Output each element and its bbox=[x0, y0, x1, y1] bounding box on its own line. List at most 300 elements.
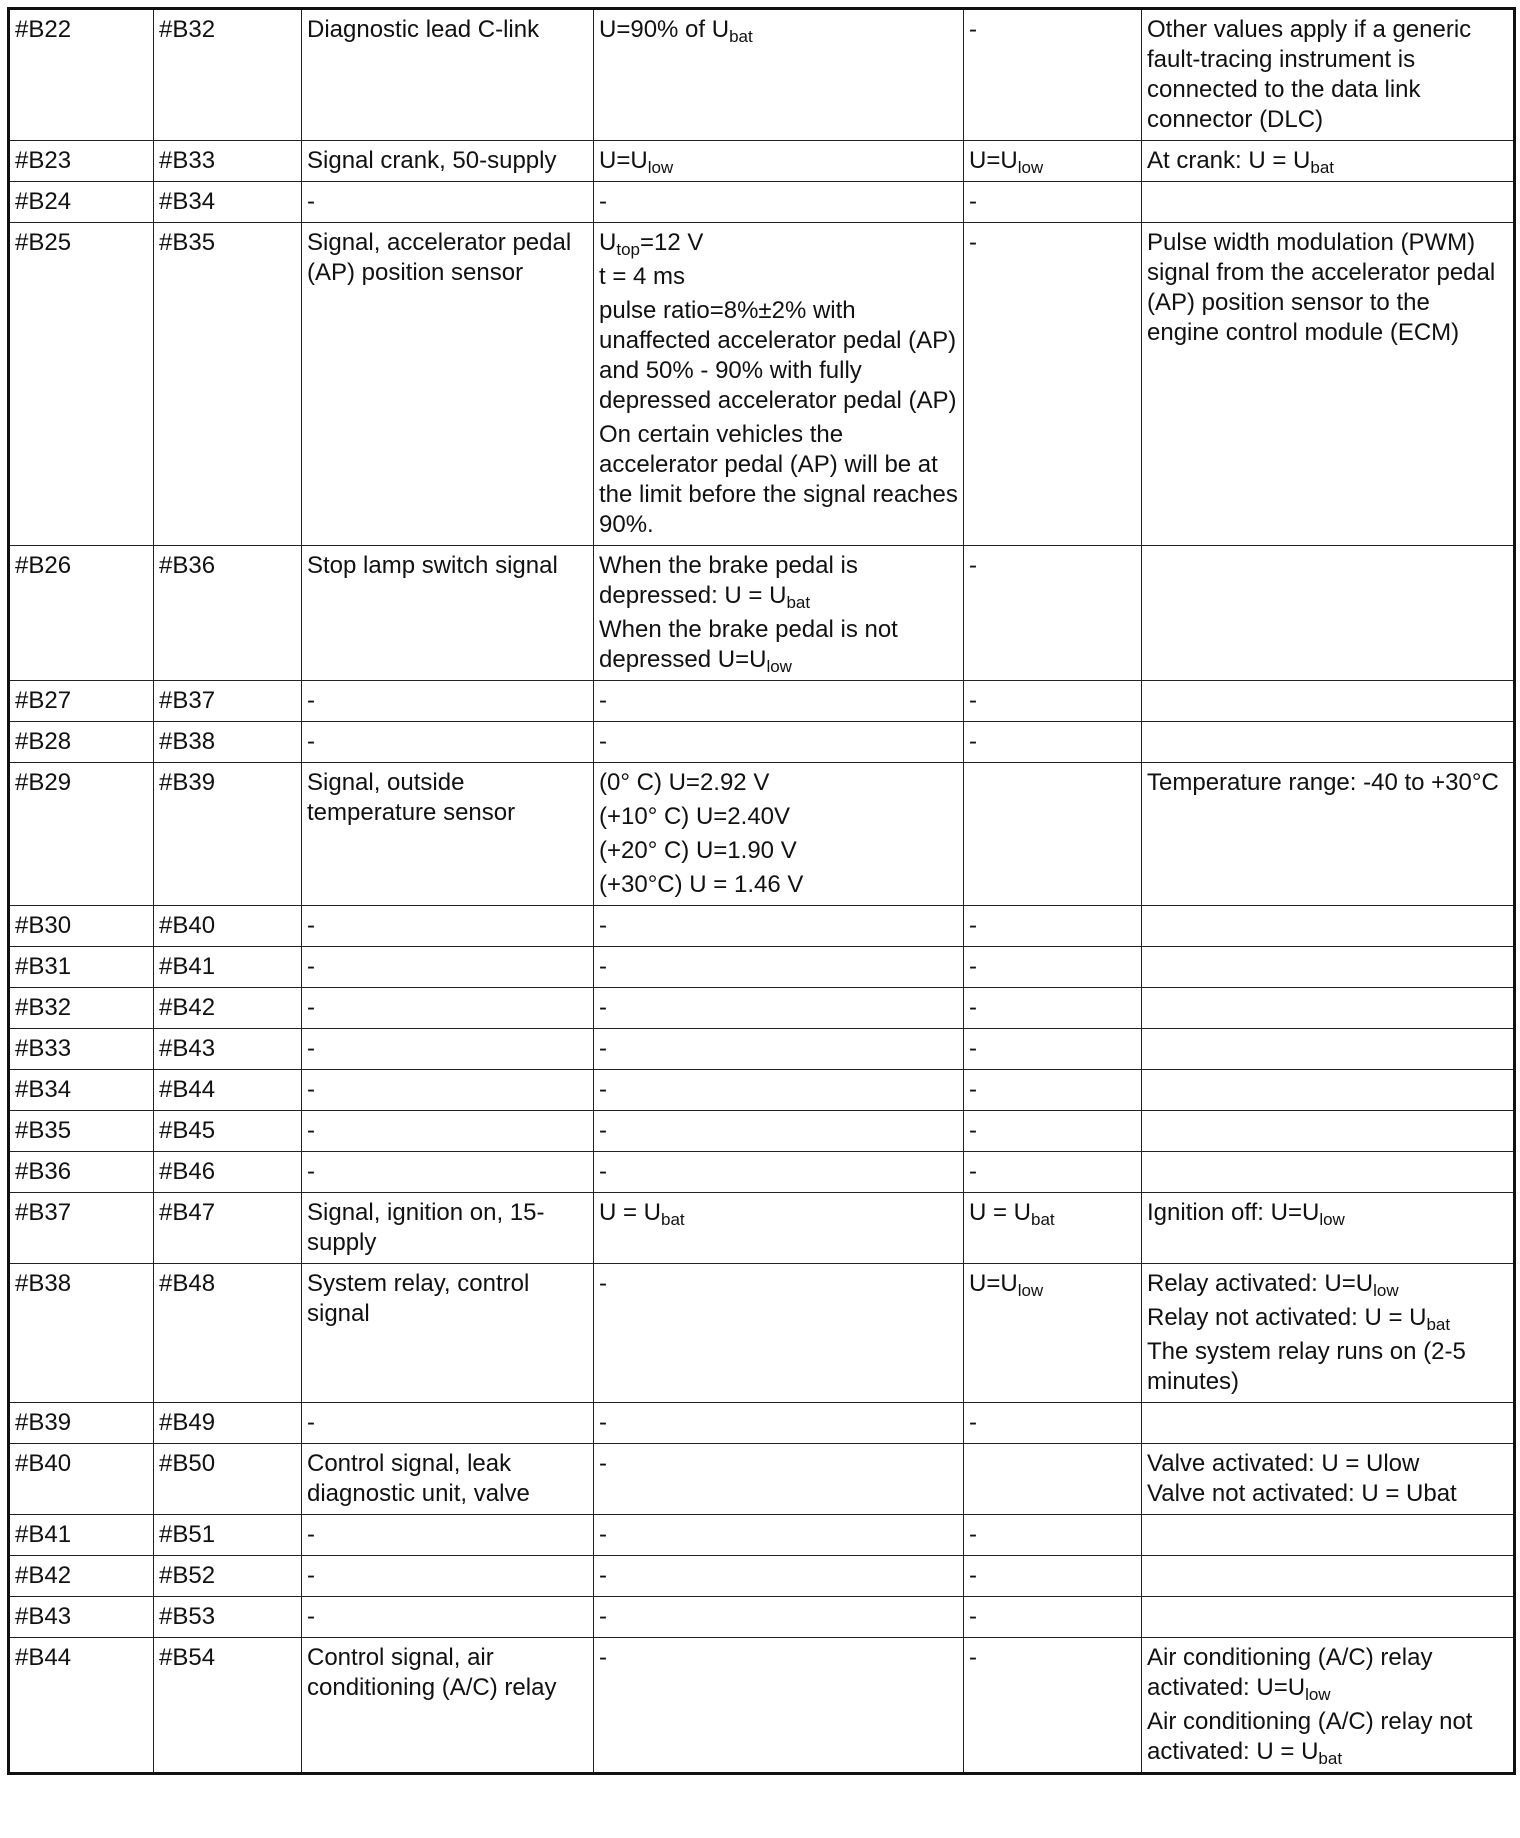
remarks-cell bbox=[1142, 1111, 1515, 1152]
text-segment: U = U bbox=[599, 1199, 662, 1226]
remarks-cell bbox=[1142, 1597, 1515, 1638]
table-row bbox=[9, 223, 1515, 546]
remarks-cell bbox=[1142, 763, 1515, 906]
value-1-cell bbox=[594, 546, 964, 681]
value-1-cell bbox=[594, 988, 964, 1029]
value-1-line bbox=[599, 1075, 958, 1105]
description-cell: - bbox=[302, 1111, 594, 1152]
value-1-line bbox=[599, 296, 958, 416]
subscript: bat bbox=[1031, 1210, 1055, 1229]
pin-a-cell: #B39 bbox=[9, 1403, 154, 1444]
pin-b-cell: #B46 bbox=[154, 1152, 302, 1193]
text-segment: Air conditioning (A/C) relay not activated: U = U bbox=[1147, 1708, 1473, 1765]
value-1-line bbox=[599, 1408, 958, 1438]
text-segment: Pulse width modulation (PWM) signal from the accelerator pedal (AP) position sensor to the engine control module (ECM) bbox=[1147, 229, 1496, 346]
text-segment: - bbox=[969, 1562, 977, 1589]
value-1-cell bbox=[594, 1111, 964, 1152]
remarks-line bbox=[1147, 1643, 1508, 1703]
table-row bbox=[9, 1193, 1515, 1264]
text-segment: Air conditioning (A/C) relay activated: U=U bbox=[1147, 1644, 1433, 1701]
value-1-line bbox=[599, 1449, 958, 1479]
text-segment: - bbox=[599, 912, 607, 939]
pin-a-cell: #B30 bbox=[9, 906, 154, 947]
value-2-cell bbox=[964, 1515, 1142, 1556]
description-cell: - bbox=[302, 1070, 594, 1111]
pin-a-cell: #B25 bbox=[9, 223, 154, 546]
text-segment: At crank: U = U bbox=[1147, 147, 1311, 174]
table-row bbox=[9, 1029, 1515, 1070]
description-cell: - bbox=[302, 947, 594, 988]
pin-b-cell: #B51 bbox=[154, 1515, 302, 1556]
description-cell: - bbox=[302, 182, 594, 223]
subscript: bat bbox=[729, 27, 753, 46]
remarks-cell bbox=[1142, 1444, 1515, 1515]
value-1-line bbox=[599, 802, 958, 832]
text-segment: - bbox=[969, 16, 977, 43]
remarks-cell bbox=[1142, 182, 1515, 223]
pin-table-body bbox=[9, 9, 1515, 1774]
text-segment: (+10° C) U=2.40V bbox=[599, 803, 791, 830]
pin-b-cell: #B38 bbox=[154, 722, 302, 763]
text-segment: - bbox=[969, 1644, 977, 1671]
text-segment: - bbox=[969, 229, 977, 256]
subscript: bat bbox=[786, 593, 811, 612]
remarks-line bbox=[1147, 1479, 1508, 1509]
value-1-cell bbox=[594, 223, 964, 546]
text-segment: - bbox=[969, 1117, 977, 1144]
remarks-cell bbox=[1142, 906, 1515, 947]
description-cell: - bbox=[302, 1403, 594, 1444]
value-1-cell bbox=[594, 1264, 964, 1403]
value-2-cell bbox=[964, 1264, 1142, 1403]
table-row bbox=[9, 182, 1515, 223]
value-1-line bbox=[599, 187, 958, 217]
text-segment: U=90% of U bbox=[599, 16, 730, 43]
value-1-cell bbox=[594, 1152, 964, 1193]
description-cell: - bbox=[302, 681, 594, 722]
remarks-line bbox=[1147, 1337, 1508, 1397]
value-1-cell bbox=[594, 722, 964, 763]
remarks-cell bbox=[1142, 1515, 1515, 1556]
value-2-line bbox=[969, 1034, 1136, 1064]
value-2-cell bbox=[964, 947, 1142, 988]
value-1-cell bbox=[594, 1597, 964, 1638]
value-2-line bbox=[969, 15, 1136, 45]
table-row bbox=[9, 681, 1515, 722]
table-row bbox=[9, 1264, 1515, 1403]
pin-a-cell: #B44 bbox=[9, 1638, 154, 1774]
value-1-line bbox=[599, 952, 958, 982]
value-2-line bbox=[969, 1520, 1136, 1550]
value-2-cell bbox=[964, 1070, 1142, 1111]
remarks-line bbox=[1147, 1449, 1508, 1479]
pin-a-cell: #B43 bbox=[9, 1597, 154, 1638]
value-2-cell bbox=[964, 763, 1142, 906]
value-1-cell bbox=[594, 1403, 964, 1444]
pin-b-cell: #B42 bbox=[154, 988, 302, 1029]
pin-a-cell: #B22 bbox=[9, 9, 154, 141]
text-segment: (0° C) U=2.92 V bbox=[599, 769, 770, 796]
value-1-line bbox=[599, 993, 958, 1023]
value-2-line bbox=[969, 1408, 1136, 1438]
value-2-line bbox=[969, 228, 1136, 258]
description-cell: - bbox=[302, 1029, 594, 1070]
remarks-line bbox=[1147, 768, 1508, 798]
text-segment: - bbox=[969, 994, 977, 1021]
remarks-line bbox=[1147, 1303, 1508, 1333]
value-2-cell bbox=[964, 1111, 1142, 1152]
remarks-line bbox=[1147, 15, 1508, 135]
pin-b-cell: #B52 bbox=[154, 1556, 302, 1597]
text-segment: - bbox=[599, 1603, 607, 1630]
value-2-cell bbox=[964, 1193, 1142, 1264]
subscript: low bbox=[1373, 1281, 1399, 1300]
text-segment: - bbox=[599, 953, 607, 980]
value-2-line bbox=[969, 1561, 1136, 1591]
value-2-line bbox=[969, 146, 1136, 176]
text-segment: - bbox=[969, 552, 977, 579]
value-1-cell bbox=[594, 906, 964, 947]
value-2-cell bbox=[964, 1444, 1142, 1515]
remarks-cell bbox=[1142, 1556, 1515, 1597]
remarks-cell bbox=[1142, 722, 1515, 763]
remarks-cell bbox=[1142, 681, 1515, 722]
table-row bbox=[9, 947, 1515, 988]
description-cell: - bbox=[302, 988, 594, 1029]
value-2-line bbox=[969, 952, 1136, 982]
value-1-line bbox=[599, 727, 958, 757]
value-1-line bbox=[599, 768, 958, 798]
text-segment: (+20° C) U=1.90 V bbox=[599, 837, 797, 864]
text-segment: U=U bbox=[969, 1270, 1018, 1297]
description-cell: Control signal, leak diagnostic unit, valve bbox=[302, 1444, 594, 1515]
value-2-cell bbox=[964, 1403, 1142, 1444]
value-1-line bbox=[599, 551, 958, 611]
value-2-cell bbox=[964, 906, 1142, 947]
remarks-cell bbox=[1142, 546, 1515, 681]
value-2-line bbox=[969, 911, 1136, 941]
text-segment: - bbox=[599, 687, 607, 714]
remarks-line bbox=[1147, 228, 1508, 348]
table-row bbox=[9, 1515, 1515, 1556]
value-1-line bbox=[599, 911, 958, 941]
table-row bbox=[9, 1597, 1515, 1638]
pin-a-cell: #B37 bbox=[9, 1193, 154, 1264]
text-segment: The system relay runs on (2-5 minutes) bbox=[1147, 1338, 1466, 1395]
table-row bbox=[9, 763, 1515, 906]
pin-table bbox=[7, 7, 1516, 1775]
text-segment: Valve not activated: U = Ubat bbox=[1147, 1480, 1457, 1507]
subscript: bat bbox=[1426, 1315, 1451, 1334]
value-1-line bbox=[599, 836, 958, 866]
pin-a-cell: #B33 bbox=[9, 1029, 154, 1070]
subscript: top bbox=[616, 240, 640, 259]
remarks-cell bbox=[1142, 141, 1515, 182]
table-row bbox=[9, 1638, 1515, 1774]
text-segment: - bbox=[969, 1158, 977, 1185]
value-1-line bbox=[599, 686, 958, 716]
value-1-cell bbox=[594, 1444, 964, 1515]
value-2-line bbox=[969, 1157, 1136, 1187]
value-2-line bbox=[969, 686, 1136, 716]
subscript: low bbox=[1305, 1685, 1331, 1704]
remarks-cell bbox=[1142, 1029, 1515, 1070]
value-1-cell bbox=[594, 681, 964, 722]
value-2-line bbox=[969, 727, 1136, 757]
text-segment: pulse ratio=8%±2% with unaffected accelerator pedal (AP) and 50% - 90% with fully depressed accelerator pedal (AP) bbox=[599, 297, 957, 414]
pin-b-cell: #B39 bbox=[154, 763, 302, 906]
remarks-cell bbox=[1142, 988, 1515, 1029]
description-cell: - bbox=[302, 1515, 594, 1556]
description-cell: Diagnostic lead C-link bbox=[302, 9, 594, 141]
subscript: bat bbox=[661, 1210, 685, 1229]
value-1-cell bbox=[594, 1638, 964, 1774]
remarks-line bbox=[1147, 1269, 1508, 1299]
pin-b-cell: #B50 bbox=[154, 1444, 302, 1515]
text-segment: On certain vehicles the accelerator pedal (AP) will be at the limit before the signal reaches 90%. bbox=[599, 421, 958, 538]
value-1-line bbox=[599, 1561, 958, 1591]
value-1-cell bbox=[594, 182, 964, 223]
text-segment: - bbox=[599, 1409, 607, 1436]
description-cell: Signal, ignition on, 15-supply bbox=[302, 1193, 594, 1264]
value-1-line bbox=[599, 262, 958, 292]
pin-a-cell: #B34 bbox=[9, 1070, 154, 1111]
remarks-cell bbox=[1142, 223, 1515, 546]
remarks-cell bbox=[1142, 9, 1515, 141]
value-1-cell bbox=[594, 1556, 964, 1597]
text-segment: - bbox=[599, 994, 607, 1021]
value-2-cell bbox=[964, 1152, 1142, 1193]
description-cell: - bbox=[302, 906, 594, 947]
pin-a-cell: #B42 bbox=[9, 1556, 154, 1597]
value-1-cell bbox=[594, 141, 964, 182]
value-1-cell bbox=[594, 1193, 964, 1264]
text-segment: t = 4 ms bbox=[599, 263, 686, 290]
text-segment: - bbox=[969, 912, 977, 939]
text-segment: - bbox=[599, 1117, 607, 1144]
pin-a-cell: #B27 bbox=[9, 681, 154, 722]
value-1-line bbox=[599, 1643, 958, 1673]
text-segment: U=U bbox=[599, 147, 648, 174]
text-segment: - bbox=[969, 728, 977, 755]
pin-b-cell: #B44 bbox=[154, 1070, 302, 1111]
table-row bbox=[9, 1444, 1515, 1515]
text-segment: - bbox=[969, 687, 977, 714]
value-2-line bbox=[969, 1198, 1136, 1228]
text-segment: - bbox=[599, 1644, 607, 1671]
value-1-line bbox=[599, 15, 958, 45]
subscript: low bbox=[647, 158, 674, 177]
value-1-line bbox=[599, 1157, 958, 1187]
subscript: low bbox=[1319, 1210, 1345, 1229]
remarks-line bbox=[1147, 1198, 1508, 1228]
value-2-cell bbox=[964, 182, 1142, 223]
value-2-line bbox=[969, 187, 1136, 217]
text-segment: Valve activated: U = Ulow bbox=[1147, 1450, 1420, 1477]
value-2-cell bbox=[964, 1638, 1142, 1774]
pin-a-cell: #B26 bbox=[9, 546, 154, 681]
value-2-cell bbox=[964, 9, 1142, 141]
value-2-line bbox=[969, 551, 1136, 581]
subscript: bat bbox=[1318, 1749, 1343, 1768]
value-2-line bbox=[969, 1116, 1136, 1146]
table-row bbox=[9, 722, 1515, 763]
remarks-cell bbox=[1142, 1070, 1515, 1111]
value-1-line bbox=[599, 870, 958, 900]
value-2-cell bbox=[964, 546, 1142, 681]
value-1-cell bbox=[594, 1029, 964, 1070]
table-row bbox=[9, 1403, 1515, 1444]
value-1-line bbox=[599, 1602, 958, 1632]
value-1-cell bbox=[594, 9, 964, 141]
pin-b-cell: #B45 bbox=[154, 1111, 302, 1152]
pin-b-cell: #B47 bbox=[154, 1193, 302, 1264]
pin-b-cell: #B49 bbox=[154, 1403, 302, 1444]
value-1-cell bbox=[594, 947, 964, 988]
value-1-line bbox=[599, 146, 958, 176]
pin-b-cell: #B54 bbox=[154, 1638, 302, 1774]
remarks-cell bbox=[1142, 1638, 1515, 1774]
value-2-cell bbox=[964, 722, 1142, 763]
text-segment: - bbox=[969, 1076, 977, 1103]
pin-b-cell: #B40 bbox=[154, 906, 302, 947]
remarks-line bbox=[1147, 146, 1508, 176]
description-cell: Control signal, air conditioning (A/C) relay bbox=[302, 1638, 594, 1774]
subscript: low bbox=[766, 657, 792, 676]
pin-b-cell: #B33 bbox=[154, 141, 302, 182]
text-segment: (+30°C) U = 1.46 V bbox=[599, 871, 804, 898]
pin-b-cell: #B32 bbox=[154, 9, 302, 141]
value-2-line bbox=[969, 1269, 1136, 1299]
table-row bbox=[9, 1111, 1515, 1152]
pin-b-cell: #B41 bbox=[154, 947, 302, 988]
pin-a-cell: #B36 bbox=[9, 1152, 154, 1193]
pin-a-cell: #B24 bbox=[9, 182, 154, 223]
text-segment: When the brake pedal is depressed: U = U bbox=[599, 552, 858, 609]
table-row bbox=[9, 1152, 1515, 1193]
text-segment: - bbox=[969, 1409, 977, 1436]
text-segment: U=U bbox=[969, 147, 1018, 174]
value-2-cell bbox=[964, 223, 1142, 546]
pin-a-cell: #B41 bbox=[9, 1515, 154, 1556]
pin-a-cell: #B28 bbox=[9, 722, 154, 763]
value-2-cell bbox=[964, 1029, 1142, 1070]
remarks-cell bbox=[1142, 1152, 1515, 1193]
pin-b-cell: #B35 bbox=[154, 223, 302, 546]
table-row bbox=[9, 1070, 1515, 1111]
text-segment: U bbox=[599, 229, 617, 256]
remarks-line bbox=[1147, 1707, 1508, 1767]
value-2-cell bbox=[964, 681, 1142, 722]
text-segment: Relay activated: U=U bbox=[1147, 1270, 1374, 1297]
remarks-cell bbox=[1142, 1264, 1515, 1403]
remarks-cell bbox=[1142, 947, 1515, 988]
text-segment: =12 V bbox=[639, 229, 704, 256]
description-cell: - bbox=[302, 1152, 594, 1193]
text-segment: When the brake pedal is not depressed U=U bbox=[599, 616, 898, 673]
value-2-cell bbox=[964, 1597, 1142, 1638]
value-1-line bbox=[599, 615, 958, 675]
pin-b-cell: #B36 bbox=[154, 546, 302, 681]
pin-a-cell: #B35 bbox=[9, 1111, 154, 1152]
text-segment: - bbox=[599, 1450, 607, 1477]
text-segment: - bbox=[599, 728, 607, 755]
table-row bbox=[9, 988, 1515, 1029]
text-segment: - bbox=[969, 1521, 977, 1548]
value-2-line bbox=[969, 1075, 1136, 1105]
pin-b-cell: #B34 bbox=[154, 182, 302, 223]
remarks-cell bbox=[1142, 1193, 1515, 1264]
description-cell: Stop lamp switch signal bbox=[302, 546, 594, 681]
value-2-cell bbox=[964, 141, 1142, 182]
text-segment: - bbox=[969, 188, 977, 215]
value-1-line bbox=[599, 1034, 958, 1064]
table-row bbox=[9, 906, 1515, 947]
pin-b-cell: #B37 bbox=[154, 681, 302, 722]
description-cell: Signal, accelerator pedal (AP) position sensor bbox=[302, 223, 594, 546]
value-2-cell bbox=[964, 988, 1142, 1029]
value-1-cell bbox=[594, 763, 964, 906]
value-1-line bbox=[599, 420, 958, 540]
pin-b-cell: #B53 bbox=[154, 1597, 302, 1638]
table-row bbox=[9, 141, 1515, 182]
pin-a-cell: #B23 bbox=[9, 141, 154, 182]
value-1-line bbox=[599, 1198, 958, 1228]
value-1-line bbox=[599, 1520, 958, 1550]
subscript: low bbox=[1017, 158, 1044, 177]
pin-a-cell: #B32 bbox=[9, 988, 154, 1029]
text-segment: - bbox=[969, 1035, 977, 1062]
value-1-line bbox=[599, 228, 958, 258]
remarks-cell bbox=[1142, 1403, 1515, 1444]
value-1-cell bbox=[594, 1515, 964, 1556]
subscript: bat bbox=[1310, 158, 1335, 177]
table-row bbox=[9, 9, 1515, 141]
value-1-line bbox=[599, 1116, 958, 1146]
table-row bbox=[9, 1556, 1515, 1597]
text-segment: Ignition off: U=U bbox=[1147, 1199, 1320, 1226]
value-2-cell bbox=[964, 1556, 1142, 1597]
pin-a-cell: #B38 bbox=[9, 1264, 154, 1403]
value-2-line bbox=[969, 1643, 1136, 1673]
value-1-line bbox=[599, 1269, 958, 1299]
pin-b-cell: #B43 bbox=[154, 1029, 302, 1070]
description-cell: Signal, outside temperature sensor bbox=[302, 763, 594, 906]
text-segment: - bbox=[599, 1270, 607, 1297]
text-segment: Temperature range: -40 to +30°C bbox=[1147, 769, 1499, 796]
pin-a-cell: #B40 bbox=[9, 1444, 154, 1515]
text-segment: - bbox=[599, 1158, 607, 1185]
text-segment: - bbox=[599, 1035, 607, 1062]
description-cell: - bbox=[302, 1597, 594, 1638]
pin-a-cell: #B31 bbox=[9, 947, 154, 988]
value-1-cell bbox=[594, 1070, 964, 1111]
value-2-line bbox=[969, 993, 1136, 1023]
text-segment: - bbox=[599, 1562, 607, 1589]
text-segment: - bbox=[969, 953, 977, 980]
description-cell: - bbox=[302, 1556, 594, 1597]
text-segment: Relay not activated: U = U bbox=[1147, 1304, 1427, 1331]
text-segment: U = U bbox=[969, 1199, 1032, 1226]
text-segment: - bbox=[599, 188, 607, 215]
pin-b-cell: #B48 bbox=[154, 1264, 302, 1403]
table-row bbox=[9, 546, 1515, 681]
description-cell: Signal crank, 50-supply bbox=[302, 141, 594, 182]
value-2-line bbox=[969, 1602, 1136, 1632]
description-cell: System relay, control signal bbox=[302, 1264, 594, 1403]
description-cell: - bbox=[302, 722, 594, 763]
subscript: low bbox=[1017, 1281, 1044, 1300]
